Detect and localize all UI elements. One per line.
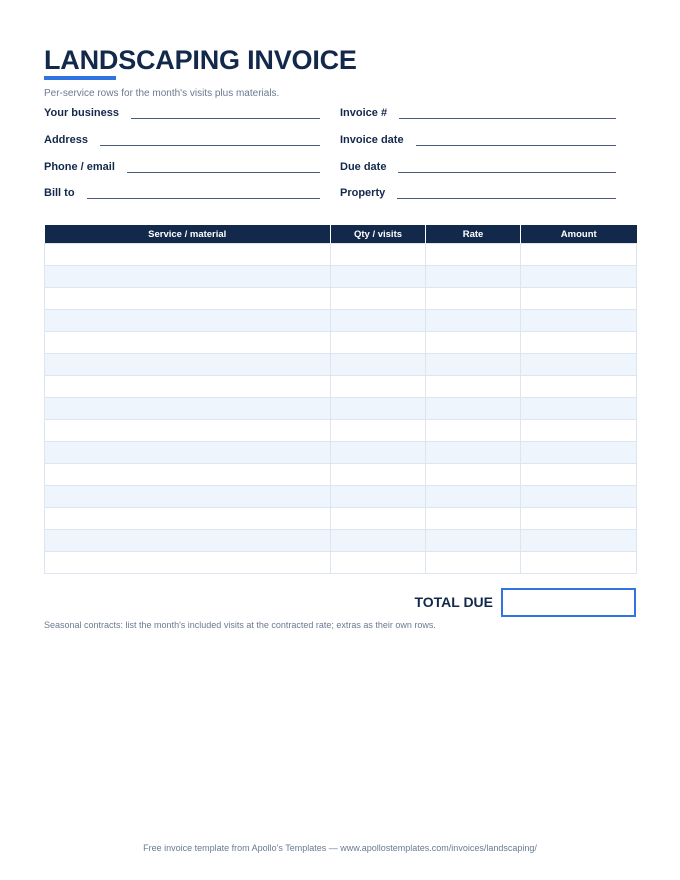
due-date-line[interactable] bbox=[398, 172, 616, 173]
amount-cell[interactable] bbox=[521, 376, 637, 398]
rate-cell[interactable] bbox=[426, 310, 521, 332]
qty-cell[interactable] bbox=[331, 420, 426, 442]
table-row bbox=[45, 332, 637, 354]
service-cell[interactable] bbox=[45, 354, 331, 376]
service-cell[interactable] bbox=[45, 442, 331, 464]
rate-cell[interactable] bbox=[426, 376, 521, 398]
column-header-rate: Rate bbox=[426, 225, 521, 244]
qty-cell[interactable] bbox=[331, 530, 426, 552]
qty-cell[interactable] bbox=[331, 376, 426, 398]
service-cell[interactable] bbox=[45, 288, 331, 310]
phone-email-line[interactable] bbox=[127, 172, 320, 173]
due-date-label: Due date bbox=[340, 161, 387, 173]
table-row bbox=[45, 244, 637, 266]
qty-cell[interactable] bbox=[331, 442, 426, 464]
amount-cell[interactable] bbox=[521, 442, 637, 464]
footer-credit: Free invoice template from Apollo's Templates — www.apollostemplates.com/invoices/landscaping/ bbox=[143, 843, 537, 853]
qty-cell[interactable] bbox=[331, 310, 426, 332]
invoice-date-field[interactable] bbox=[340, 131, 616, 147]
table-row bbox=[45, 266, 637, 288]
table-row bbox=[45, 354, 637, 376]
service-cell[interactable] bbox=[45, 244, 331, 266]
rate-cell[interactable] bbox=[426, 486, 521, 508]
invoice-date-label: Invoice date bbox=[340, 134, 404, 146]
service-cell[interactable] bbox=[45, 398, 331, 420]
rate-cell[interactable] bbox=[426, 244, 521, 266]
bill-to-field[interactable] bbox=[44, 184, 320, 200]
service-cell[interactable] bbox=[45, 376, 331, 398]
table-row bbox=[45, 486, 637, 508]
rate-cell[interactable] bbox=[426, 420, 521, 442]
invoice-number-label: Invoice # bbox=[340, 107, 388, 119]
rate-cell[interactable] bbox=[426, 288, 521, 310]
amount-cell[interactable] bbox=[521, 332, 637, 354]
table-row bbox=[45, 530, 637, 552]
rate-cell[interactable] bbox=[426, 530, 521, 552]
table-row bbox=[45, 464, 637, 486]
table-row bbox=[45, 288, 637, 310]
rate-cell[interactable] bbox=[426, 552, 521, 574]
rate-cell[interactable] bbox=[426, 398, 521, 420]
qty-cell[interactable] bbox=[331, 354, 426, 376]
amount-cell[interactable] bbox=[521, 552, 637, 574]
line-items-table bbox=[44, 225, 637, 574]
qty-cell[interactable] bbox=[331, 508, 426, 530]
property-line[interactable] bbox=[397, 198, 616, 199]
invoice-number-field[interactable] bbox=[340, 104, 616, 120]
total-due-box[interactable] bbox=[501, 588, 636, 617]
service-cell[interactable] bbox=[45, 486, 331, 508]
amount-cell[interactable] bbox=[521, 464, 637, 486]
amount-cell[interactable] bbox=[521, 508, 637, 530]
invoice-title: LANDSCAPING INVOICE bbox=[44, 45, 357, 75]
seasonal-note: Seasonal contracts: list the month's included visits at the contracted rate; extras as their own rows. bbox=[44, 620, 436, 630]
property-field[interactable] bbox=[340, 184, 616, 200]
your-business-line[interactable] bbox=[131, 118, 320, 119]
column-header-amount: Amount bbox=[521, 225, 637, 244]
phone-email-label: Phone / email bbox=[44, 161, 115, 173]
qty-cell[interactable] bbox=[331, 244, 426, 266]
address-line[interactable] bbox=[100, 145, 320, 146]
table-row bbox=[45, 398, 637, 420]
rate-cell[interactable] bbox=[426, 266, 521, 288]
qty-cell[interactable] bbox=[331, 266, 426, 288]
column-header-qty: Qty / visits bbox=[331, 225, 426, 244]
due-date-field[interactable] bbox=[340, 158, 616, 174]
qty-cell[interactable] bbox=[331, 486, 426, 508]
amount-cell[interactable] bbox=[521, 486, 637, 508]
your-business-label: Your business bbox=[44, 107, 119, 119]
table-row bbox=[45, 420, 637, 442]
bill-to-line[interactable] bbox=[87, 198, 320, 199]
column-header-service: Service / material bbox=[45, 225, 331, 244]
service-cell[interactable] bbox=[45, 310, 331, 332]
amount-cell[interactable] bbox=[521, 420, 637, 442]
service-cell[interactable] bbox=[45, 420, 331, 442]
table-row bbox=[45, 442, 637, 464]
title-accent-bar bbox=[44, 76, 116, 80]
service-cell[interactable] bbox=[45, 508, 331, 530]
your-business-field[interactable] bbox=[44, 104, 320, 120]
amount-cell[interactable] bbox=[521, 310, 637, 332]
qty-cell[interactable] bbox=[331, 552, 426, 574]
phone-email-field[interactable] bbox=[44, 158, 320, 174]
qty-cell[interactable] bbox=[331, 398, 426, 420]
service-cell[interactable] bbox=[45, 552, 331, 574]
qty-cell[interactable] bbox=[331, 332, 426, 354]
rate-cell[interactable] bbox=[426, 464, 521, 486]
table-row bbox=[45, 376, 637, 398]
amount-cell[interactable] bbox=[521, 530, 637, 552]
amount-cell[interactable] bbox=[521, 398, 637, 420]
invoice-subtitle: Per-service rows for the month's visits plus materials. bbox=[44, 88, 280, 99]
property-label: Property bbox=[340, 187, 386, 199]
bill-to-label: Bill to bbox=[44, 187, 75, 199]
rate-cell[interactable] bbox=[426, 354, 521, 376]
rate-cell[interactable] bbox=[426, 508, 521, 530]
total-due-label: TOTAL DUE bbox=[414, 594, 493, 610]
qty-cell[interactable] bbox=[331, 288, 426, 310]
table-row bbox=[45, 310, 637, 332]
amount-cell[interactable] bbox=[521, 354, 637, 376]
address-label: Address bbox=[44, 134, 89, 146]
address-field[interactable] bbox=[44, 131, 320, 147]
qty-cell[interactable] bbox=[331, 464, 426, 486]
invoice-number-line[interactable] bbox=[399, 118, 616, 119]
table-row bbox=[45, 508, 637, 530]
table-body bbox=[45, 244, 637, 574]
service-cell[interactable] bbox=[45, 332, 331, 354]
table-row bbox=[45, 552, 637, 574]
invoice-date-line[interactable] bbox=[416, 145, 616, 146]
amount-cell[interactable] bbox=[521, 244, 637, 266]
rate-cell[interactable] bbox=[426, 442, 521, 464]
service-cell[interactable] bbox=[45, 530, 331, 552]
table-header-row bbox=[45, 225, 637, 244]
amount-cell[interactable] bbox=[521, 288, 637, 310]
service-cell[interactable] bbox=[45, 464, 331, 486]
amount-cell[interactable] bbox=[521, 266, 637, 288]
rate-cell[interactable] bbox=[426, 332, 521, 354]
service-cell[interactable] bbox=[45, 266, 331, 288]
